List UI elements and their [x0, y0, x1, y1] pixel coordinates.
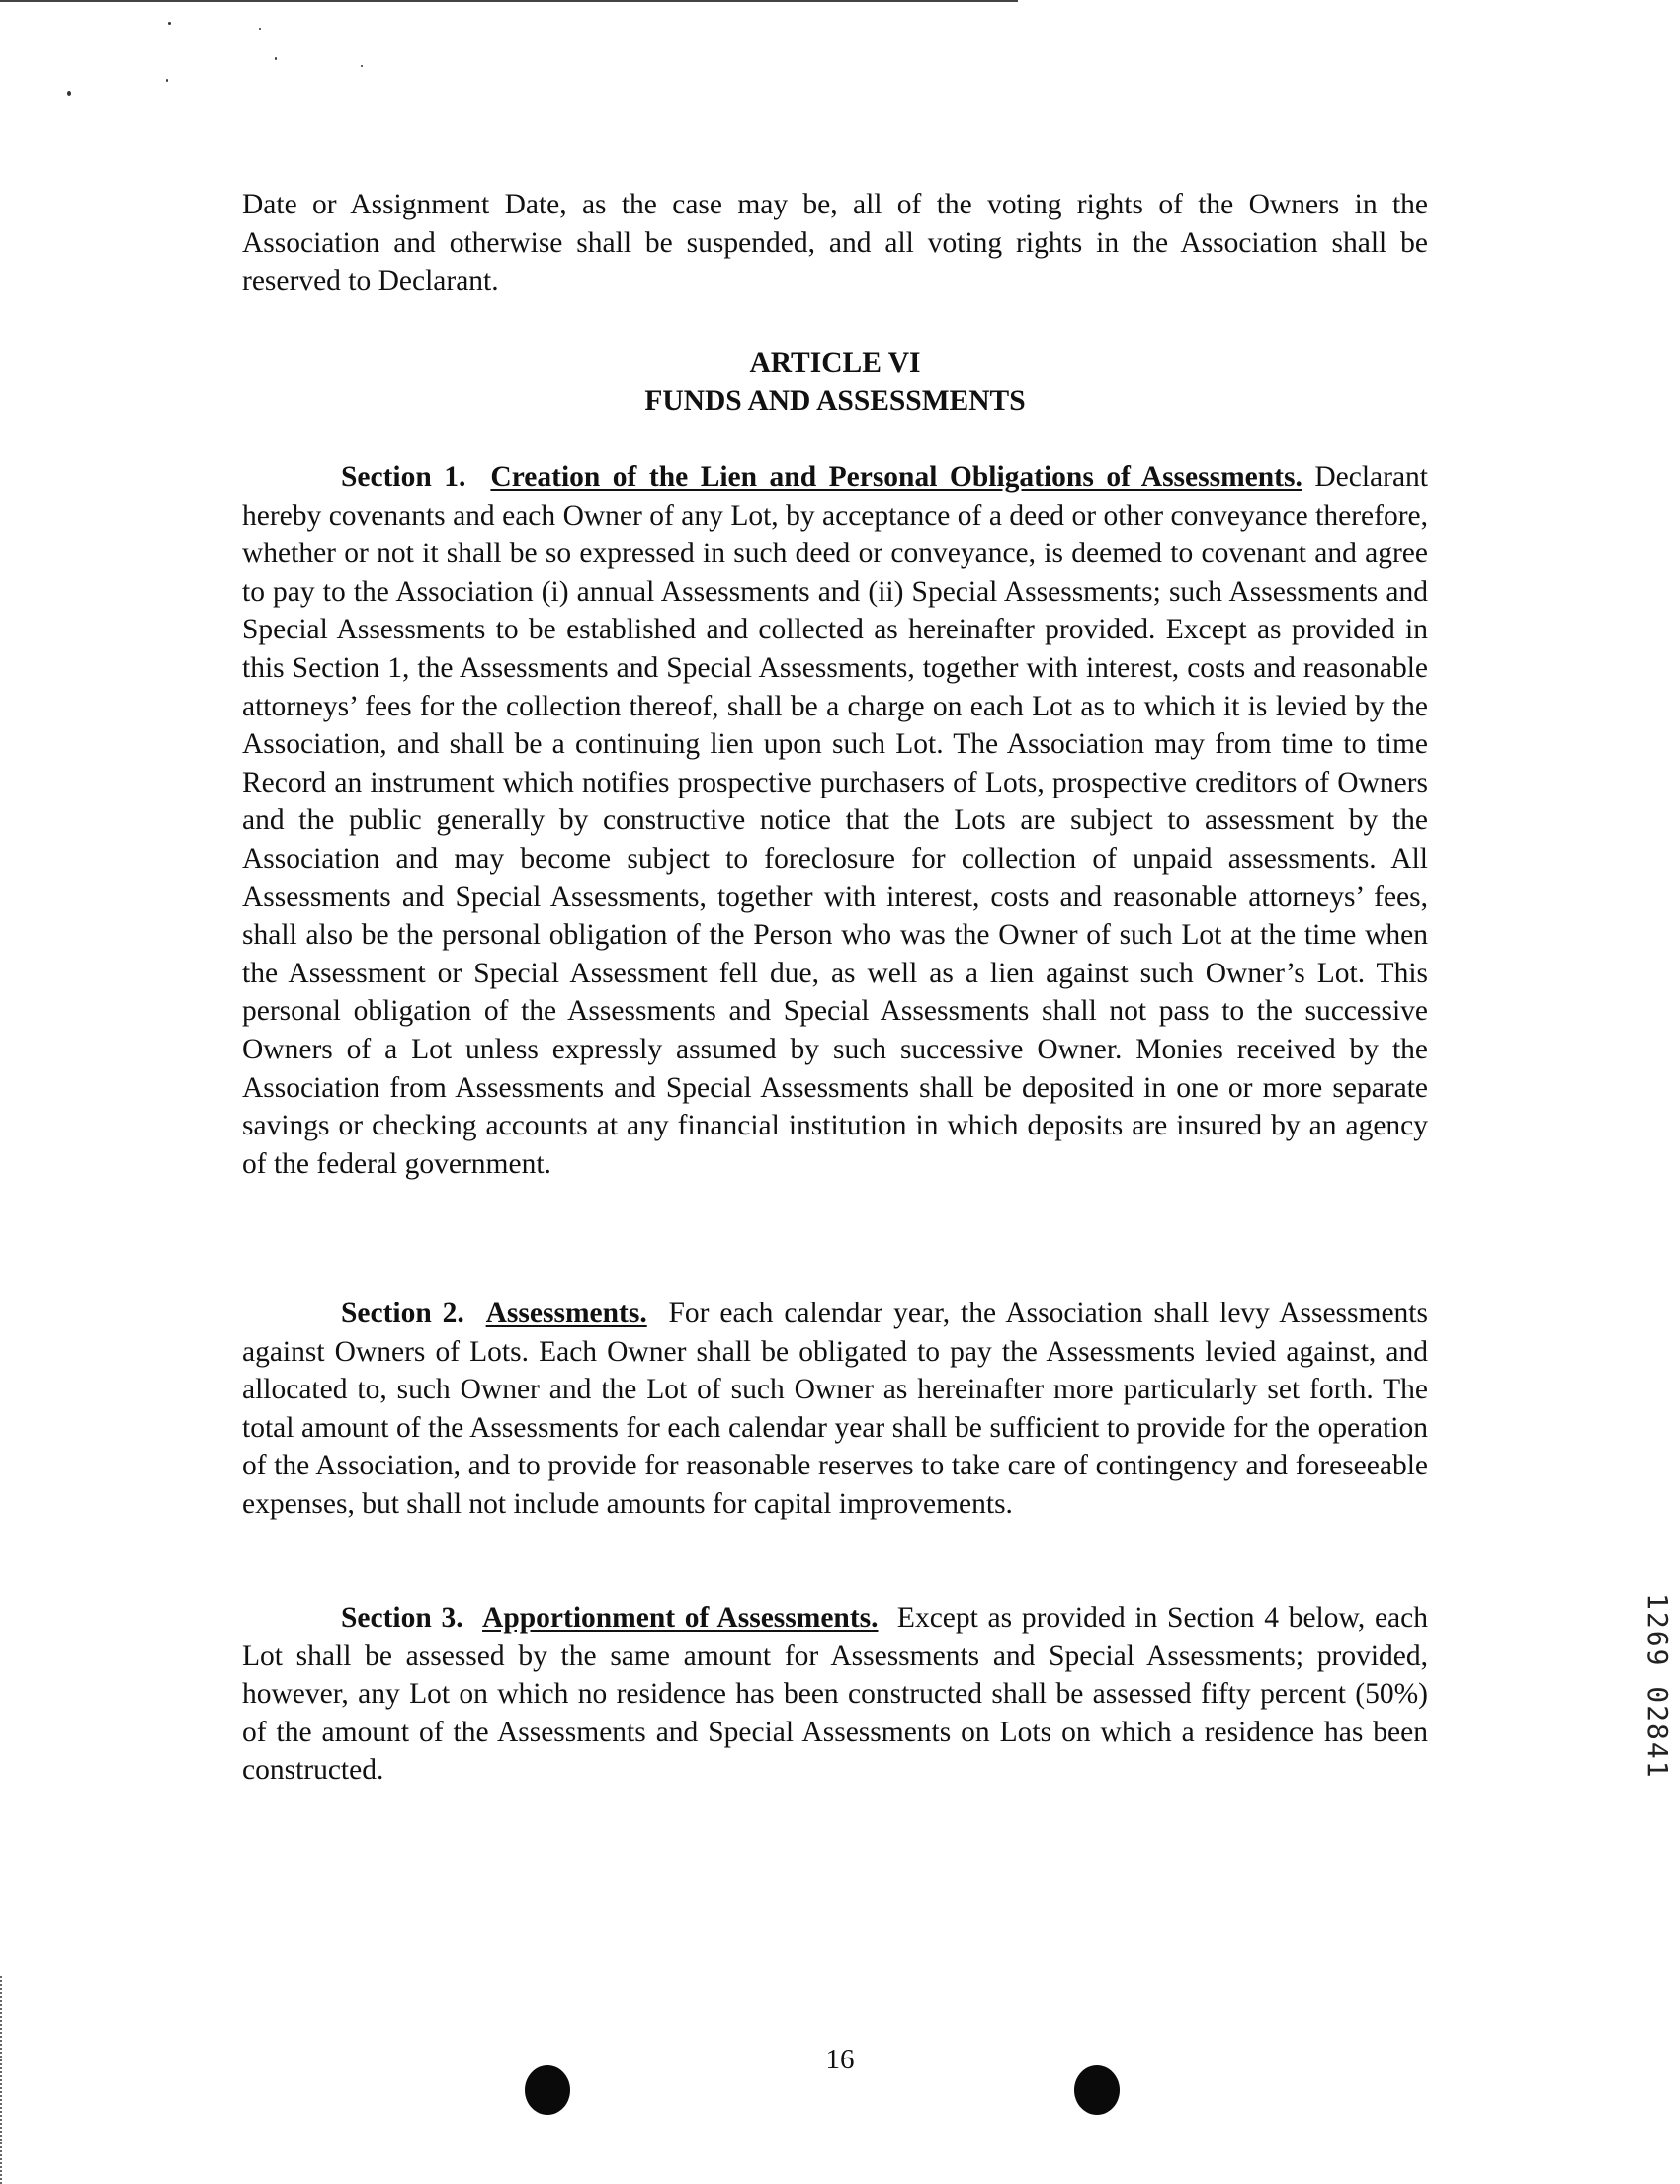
section-label: Section 2. — [341, 1298, 464, 1329]
scan-speck — [168, 22, 171, 25]
section-3 — [242, 1599, 1428, 1790]
scan-speck — [275, 57, 277, 60]
section-title: Apportionment of Assessments. — [482, 1602, 879, 1634]
scan-speck — [166, 79, 168, 82]
section-text: Except as provided in Section 4 below, each Lot shall be assessed by the same amount for Assessments and Special Assessments; provided, however, any Lot on which no residence has been constructed shall be assessed fifty percent (50%) of the amount of the Assessments and Special Assessments on Lots on which a residence has been constructed. — [242, 1602, 1428, 1787]
intro-paragraph: Date or Assignment Date, as the case may be, all of the voting rights of the Owners in the Association and otherwise shall be suspended, and all voting rights in the Association shall be reserved to Declarant. — [242, 189, 1428, 297]
section-title: Assessments. — [485, 1298, 647, 1329]
scan-speck — [67, 91, 71, 96]
page-number: 16 — [825, 2044, 855, 2075]
section-title: Creation of the Lien and Personal Obligations of Assessments. — [490, 462, 1302, 493]
section-2 — [242, 1295, 1428, 1524]
binder-hole-right — [1074, 2065, 1120, 2115]
section-1 — [242, 459, 1428, 1183]
section-label: Section 1. — [341, 462, 466, 493]
scan-top-edge — [0, 0, 1018, 2]
article-heading — [242, 344, 1428, 421]
binder-hole-left — [525, 2065, 570, 2115]
recording-stamp: 1269 02841 — [1641, 1593, 1674, 1780]
section-text: For each calendar year, the Association shall levy Assessments against Owners of Lots. Each Owner shall be obligated to pay the Assessments levied against, and allocated to, such Owner and the Lot of such Owner as hereinafter more particularly set forth. The total amount of the Assessments for each calendar year shall be sufficient to provide for the operation of the Association, and to provide for reasonable reserves to take care of contingency and foreseeable expenses, but shall not include amounts for capital improvements. — [242, 1298, 1428, 1520]
article-title: FUNDS AND ASSESSMENTS — [644, 385, 1026, 417]
section-label: Section 3. — [341, 1602, 463, 1634]
article-number: ARTICLE VI — [749, 347, 921, 378]
scan-speck — [361, 65, 363, 67]
section-text: Declarant hereby covenants and each Owner of any Lot, by acceptance of a deed or other conveyance therefore, whether or not it shall be so expressed in such deed or conveyance, is deemed to covenant and agree to pay to the Association (i) annual Assessments and (ii) Special Assessments; such Assessments and Special Assessments to be established and collected as hereinafter provided. Except as provided in this Section 1, the Assessments and Special Assessments, together with interest, costs and reasonable attorneys’ fees for the collection thereof, shall be a charge on each Lot as to which it is levied by the Association, and shall be a continuing lien upon such Lot. The Association may from time to time Record an instrument which notifies prospective purchasers of Lots, prospective creditors of Owners and the public generally by constructive notice that the Lots are subject to assessment by the Association and may become subject to foreclosure for collection of unpaid assessments. All Assessments and Special Assessments, together with interest, costs and reasonable attorneys’ fees, shall also be the personal obligation of the Person who was the Owner of such Lot at the time when the Assessment or Special Assessment fell due, as well as a lien against such Owner’s Lot. This personal obligation of the Assessments and Special Assessments shall not pass to the successive Owners of a Lot unless expressly assumed by such successive Owner. Monies received by the Association from Assessments and Special Assessments shall be deposited in one or more separate savings or checking accounts at any financial institution in which deposits are insured by an agency of the federal government. — [242, 462, 1428, 1180]
scan-margin-marks — [0, 1976, 5, 2184]
scan-speck — [259, 28, 261, 30]
